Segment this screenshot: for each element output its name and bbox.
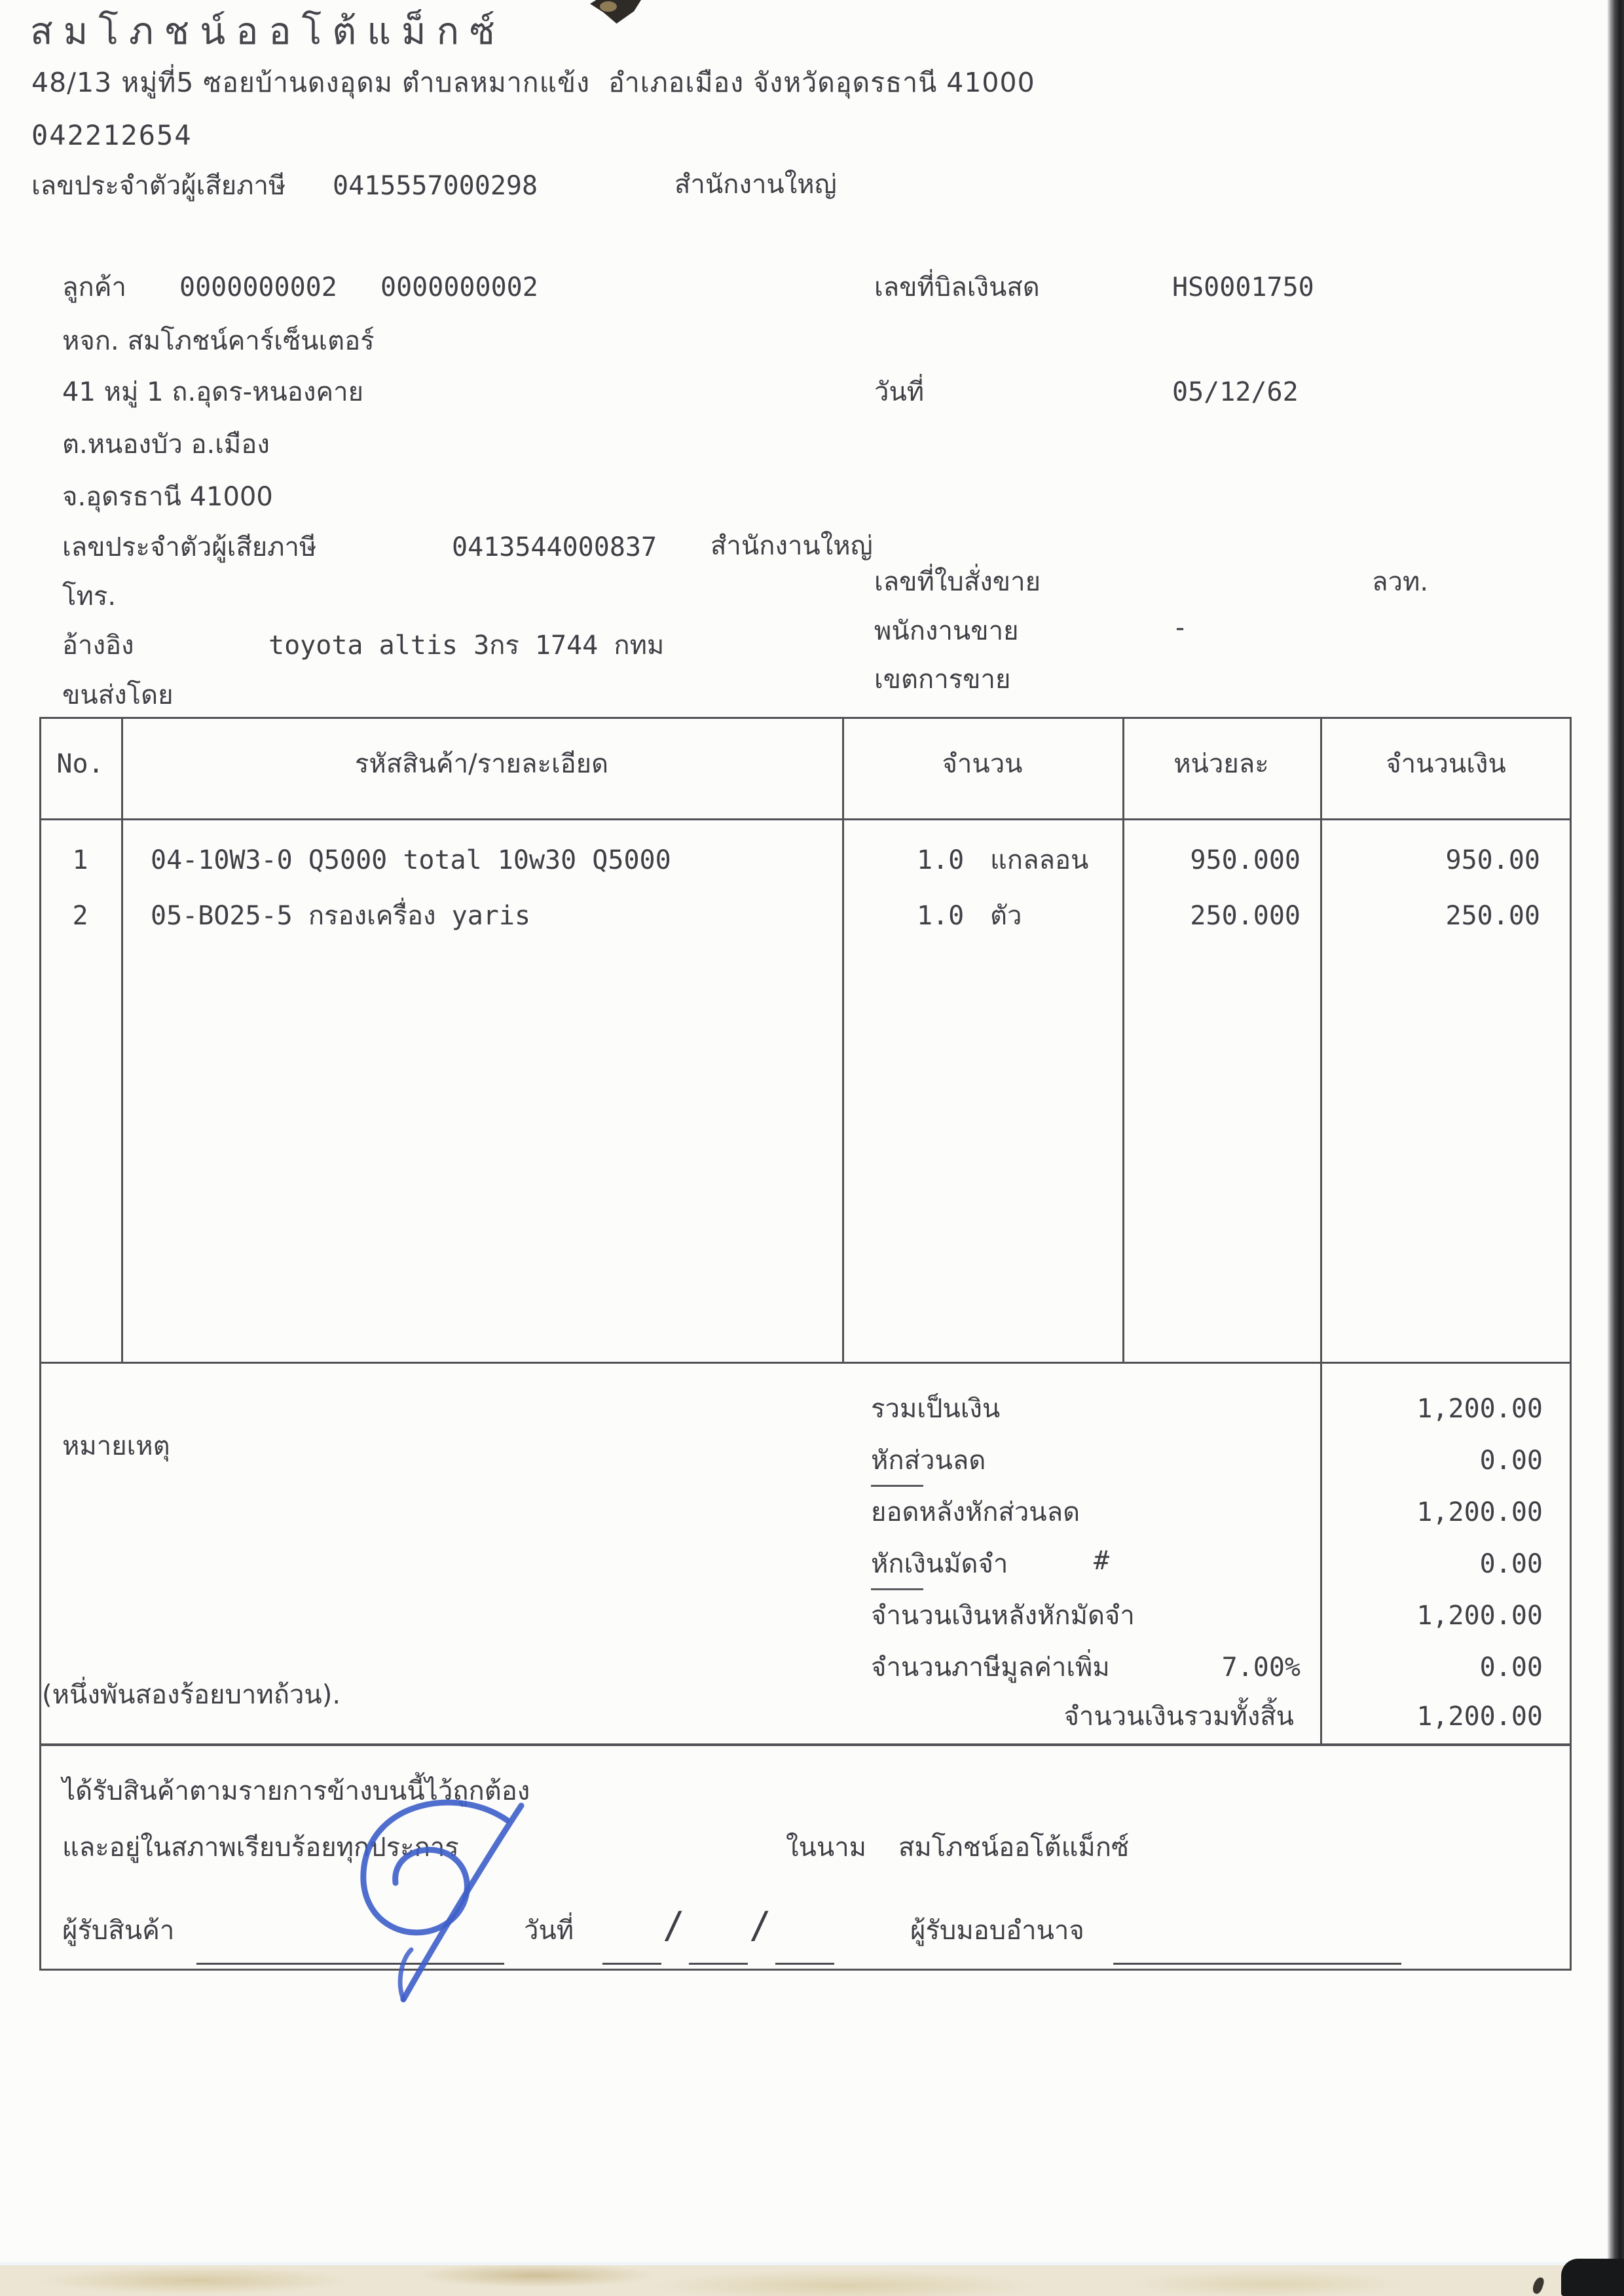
customer-address-2: ต.หนองบัว อ.เมือง — [62, 429, 270, 460]
bill-number-label: เลขที่บิลเงินสด — [874, 272, 1040, 302]
scan-artifact-bottom-strip — [0, 2262, 1624, 2296]
reference-value: toyota altis 3กร 1744 กทม — [268, 630, 665, 661]
customer-tax-id-label: เลขประจำตัวผู้เสียภาษี — [62, 532, 317, 562]
item-description: 04-10W3-0 Q5000 total 10w30 Q5000 — [151, 845, 671, 875]
date-slash-2: / — [749, 1904, 771, 1947]
totals-value: 0.00 — [1479, 1446, 1543, 1476]
customer-address-1: 41 หมู่ 1 ถ.อุดร-หนองคาย — [62, 377, 363, 407]
totals-value: 0.00 — [1479, 1549, 1543, 1579]
shipping-label: ขนส่งโดย — [62, 680, 174, 710]
in-name-value: สมโภชน์ออโต้แม็กซ์ — [898, 1832, 1130, 1863]
authorized-label: ผู้รับมอบอำนาจ — [910, 1916, 1084, 1946]
table-header-unit-price: หน่วยละ — [1173, 749, 1269, 779]
date-slash-1: / — [663, 1904, 685, 1947]
table-header-rule — [41, 818, 1570, 820]
totals-extra: 7.00% — [1221, 1652, 1301, 1683]
totals-value: 1,200.00 — [1416, 1601, 1543, 1631]
date-month-line — [689, 1963, 748, 1965]
item-no: 2 — [72, 901, 88, 931]
table-header-desc: รหัสสินค้า/รายละเอียด — [354, 749, 609, 779]
bill-number-value: HS0001750 — [1172, 272, 1314, 302]
received-statement-2: และอยู่ในสภาพเรียบร้อยทุกประการ — [62, 1832, 459, 1863]
totals-label: จำนวนเงินหลังหักมัดจำ — [871, 1601, 1135, 1631]
totals-value: 1,200.00 — [1416, 1497, 1543, 1527]
received-statement-1: ได้รับสินค้าตามรายการข้างบนนี้ไว้ถูกต้อง — [62, 1776, 530, 1806]
item-description: 05-BO25-5 กรองเครื่อง yaris — [151, 901, 531, 931]
note-label: หมายเหตุ — [62, 1431, 170, 1461]
customer-name: หจก. สมโภชน์คาร์เซ็นเตอร์ — [62, 326, 375, 356]
bill-date-label: วันที่ — [874, 377, 925, 407]
footer-top-rule — [41, 1743, 1570, 1746]
reference-label: อ้างอิง — [62, 630, 134, 661]
col-divider-qty — [1122, 719, 1124, 1364]
item-amount: 250.00 — [1445, 901, 1540, 931]
scan-artifact-corner-blob — [1561, 2259, 1624, 2296]
item-unit: แกลลอน — [990, 845, 1089, 875]
totals-label: จำนวนภาษีมูลค่าเพิ่ม — [871, 1652, 1110, 1683]
company-tax-id-label: เลขประจำตัวผู้เสียภาษี — [31, 171, 286, 201]
date-day-line — [602, 1963, 661, 1965]
item-no: 1 — [72, 845, 88, 875]
scan-artifact-right-edge — [1607, 0, 1624, 2296]
amount-in-words: (หนึ่งพันสองร้อยบาทถ้วน). — [42, 1680, 341, 1710]
receiver-label: ผู้รับสินค้า — [62, 1916, 175, 1946]
item-unit: ตัว — [990, 901, 1022, 931]
totals-value: 1,200.00 — [1416, 1394, 1543, 1424]
company-phone: 042212654 — [31, 119, 193, 151]
item-qty: 1.0 — [917, 845, 965, 875]
totals-label: ยอดหลังหักส่วนลด — [871, 1497, 1080, 1527]
item-unit-price: 950.000 — [1190, 845, 1301, 875]
totals-label: หักเงินมัดจำ — [871, 1549, 1008, 1579]
customer-code-1: 0000000002 — [179, 272, 337, 302]
customer-code-2: 0000000002 — [380, 272, 538, 302]
table-header-qty: จำนวน — [942, 749, 1023, 779]
totals-label: หักส่วนลด — [871, 1446, 986, 1476]
sales-order-label: เลขที่ใบสั่งขาย — [874, 567, 1041, 597]
grand-total-value: 1,200.00 — [1416, 1702, 1543, 1732]
salesperson-value: - — [1172, 613, 1189, 643]
customer-label: ลูกค้า — [62, 272, 126, 302]
label-underline — [871, 1485, 923, 1487]
totals-value: 0.00 — [1479, 1652, 1543, 1683]
scan-artifact-top-stain-tan — [600, 1, 617, 12]
company-branch-label: สำนักงานใหญ่ — [674, 170, 837, 200]
item-amount: 950.00 — [1445, 845, 1540, 875]
company-address: 48/13 หมู่ที่5 ซอยบ้านดงอุดม ตำบลหมากแข้ง อำเภอเมือง จังหวัดอุดรธานี 41000 — [31, 67, 1035, 98]
totals-extra: # — [1094, 1546, 1110, 1576]
table-body-bottom-rule — [41, 1362, 1570, 1364]
item-qty: 1.0 — [917, 901, 965, 931]
in-name-label: ในนาม — [786, 1832, 867, 1863]
col-divider-desc — [842, 719, 844, 1364]
signature-scribble — [313, 1795, 540, 2009]
company-name: สมโภชน์ออโต้แม็กซ์ — [30, 10, 506, 53]
company-tax-id-value: 0415557000298 — [333, 171, 538, 201]
label-underline — [871, 1588, 923, 1590]
table-header-no: No. — [56, 749, 104, 779]
date-year-line — [775, 1963, 834, 1965]
footer-date-label: วันที่ — [524, 1916, 574, 1946]
customer-branch-label: สำนักงานใหญ่ — [710, 531, 873, 561]
col-divider-no — [121, 719, 123, 1364]
customer-tax-id-value: 0413544000837 — [452, 532, 657, 562]
sales-zone-label: เขตการขาย — [874, 665, 1011, 695]
lot-label: ลวท. — [1372, 567, 1429, 597]
table-header-amount: จำนวนเงิน — [1386, 749, 1506, 779]
bill-date-value: 05/12/62 — [1172, 377, 1299, 407]
authorized-signature-line — [1113, 1963, 1401, 1965]
totals-label: รวมเป็นเงิน — [871, 1394, 1001, 1424]
grand-total-label: จำนวนเงินรวมทั้งสิ้น — [1063, 1702, 1294, 1732]
salesperson-label: พนักงานขาย — [874, 616, 1019, 646]
customer-address-3: จ.อุดรธานี 41000 — [62, 482, 273, 512]
customer-phone-label: โทร. — [62, 581, 117, 611]
item-unit-price: 250.000 — [1190, 901, 1301, 931]
